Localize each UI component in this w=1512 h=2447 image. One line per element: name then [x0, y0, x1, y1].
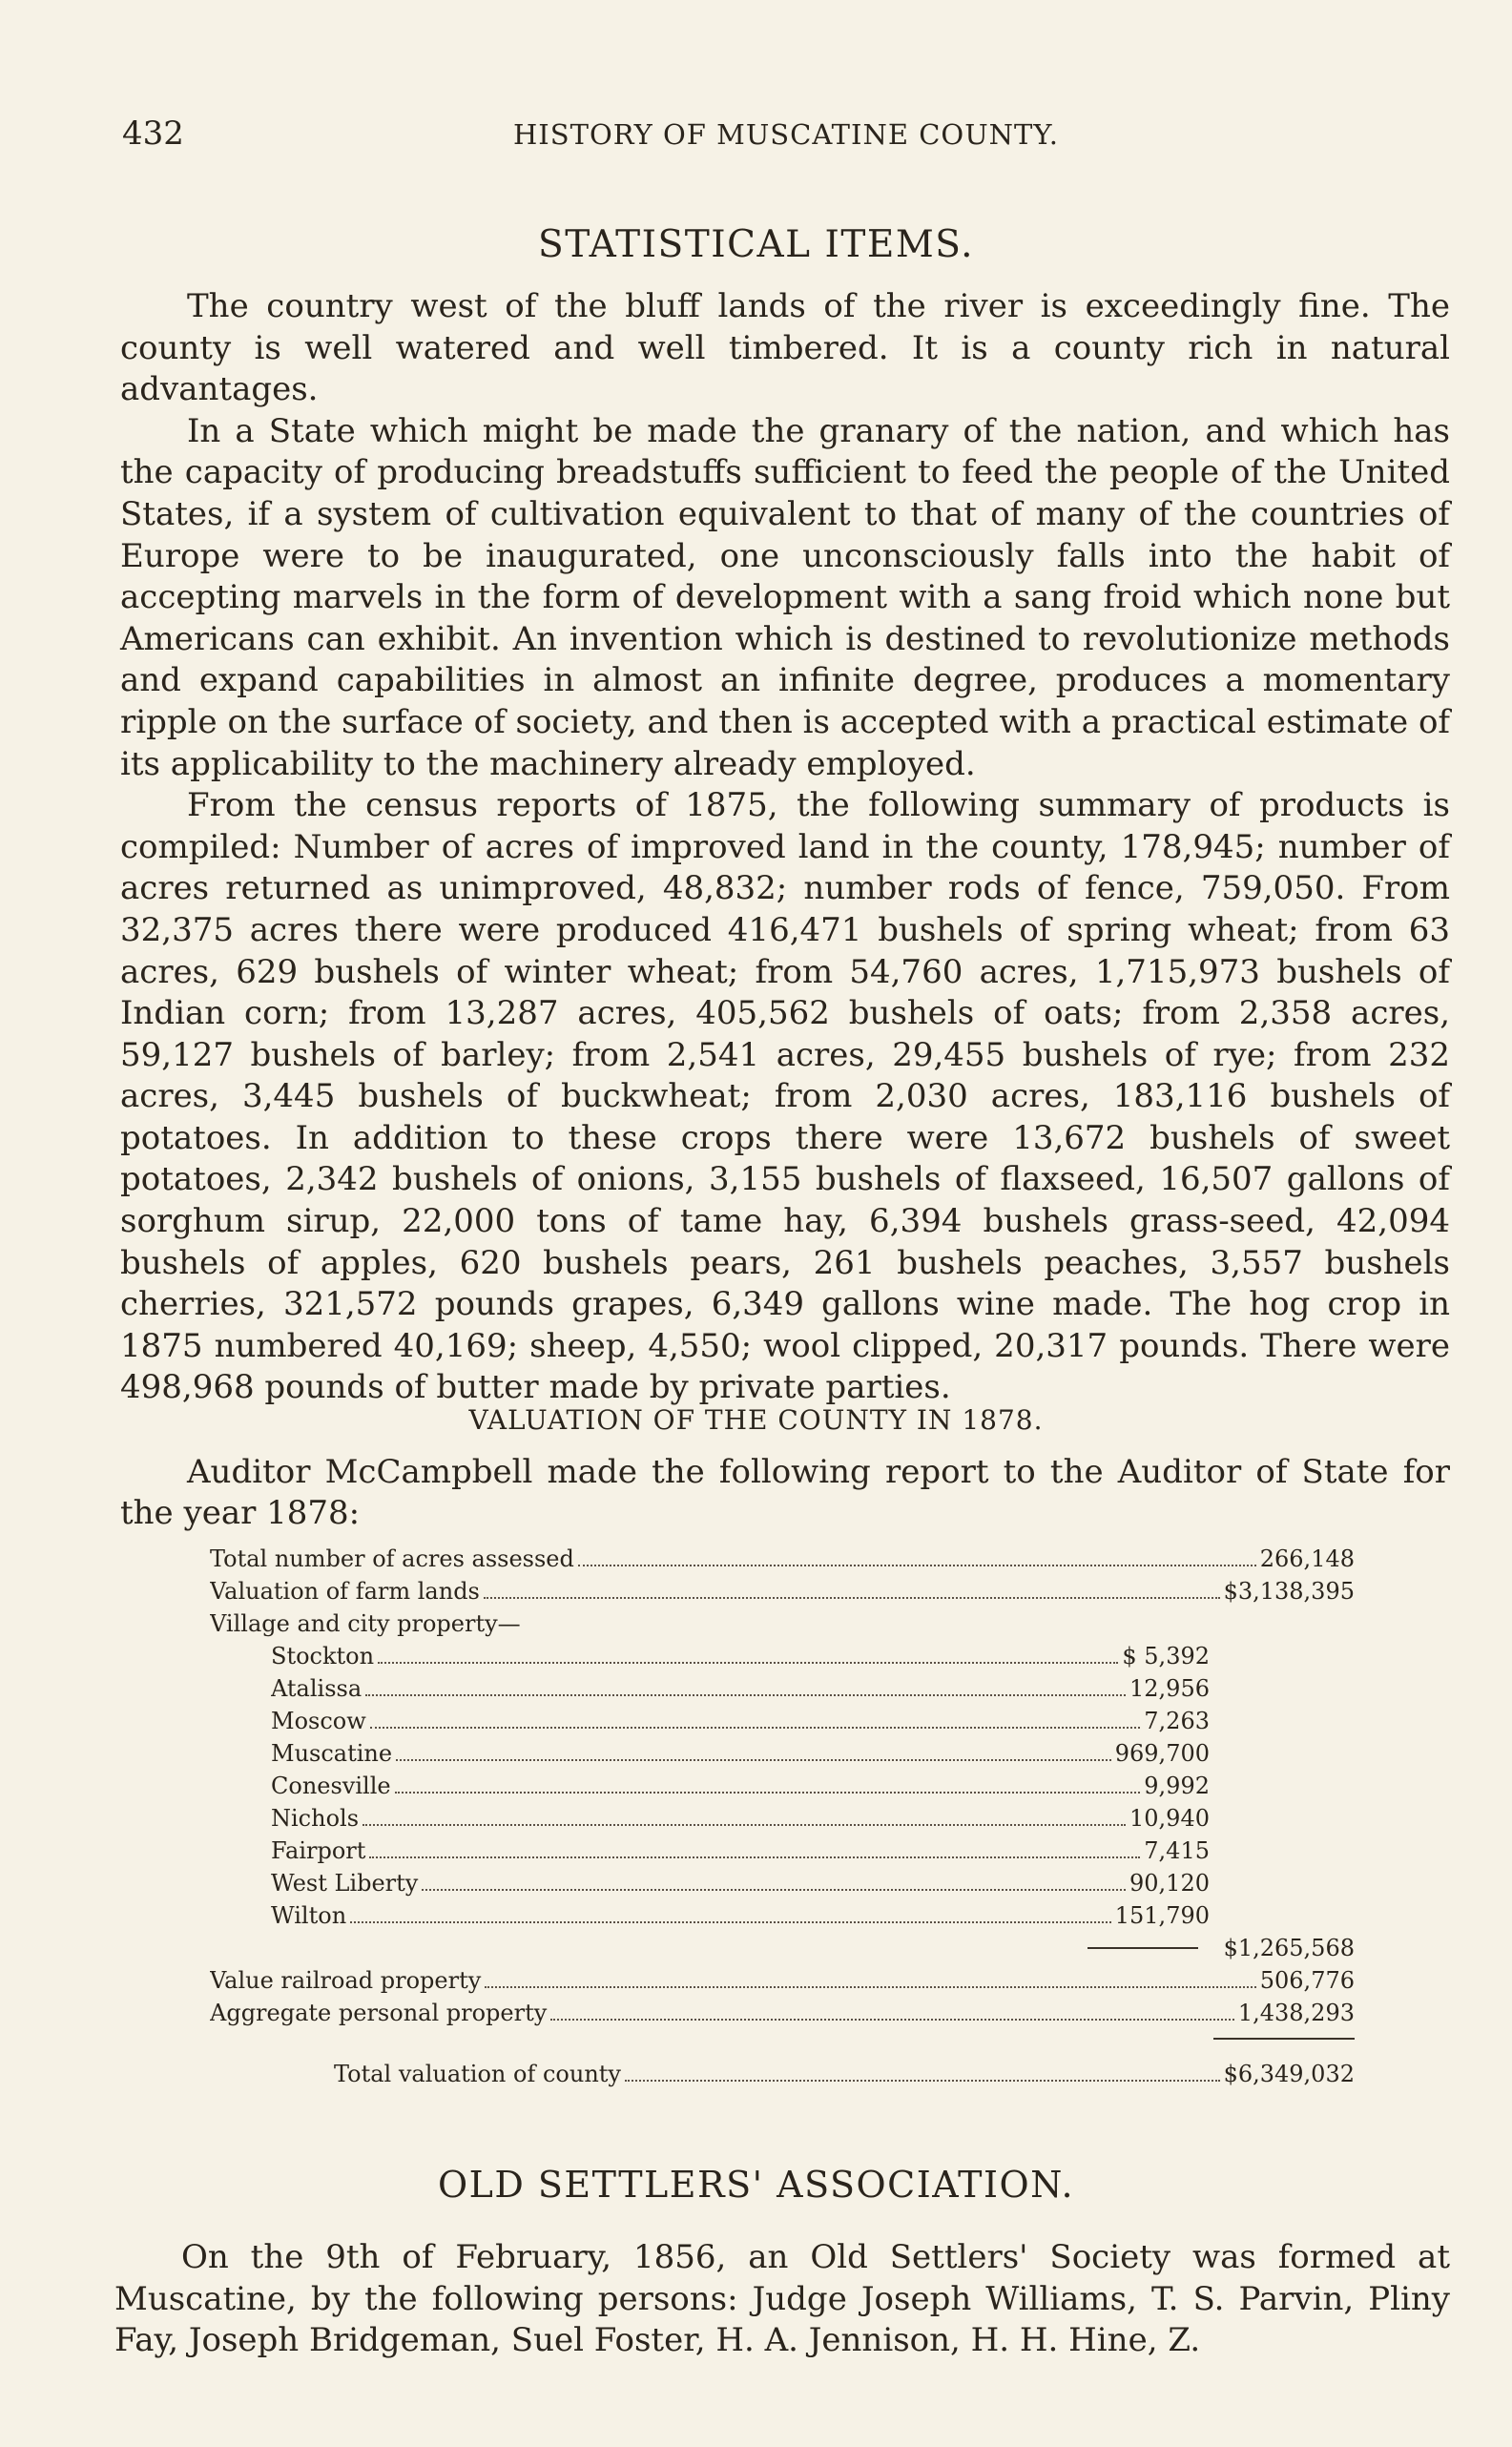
leader-dots	[370, 1710, 1141, 1729]
town-value: 9,992	[1144, 1773, 1210, 1799]
table-row	[210, 1578, 1355, 1605]
row-value: 506,776	[1259, 1967, 1355, 1994]
row-label: Aggregate personal property	[210, 2000, 548, 2026]
table-row	[271, 1837, 1210, 1864]
row-label: Total number of acres assessed	[210, 1545, 574, 1572]
town-value: 12,956	[1129, 1675, 1210, 1702]
table-row	[334, 2061, 1355, 2087]
town-name: Fairport	[271, 1837, 366, 1864]
town-name: Conesville	[271, 1773, 391, 1799]
grand-total: $6,349,032	[1223, 2061, 1355, 2087]
leader-dots	[378, 1645, 1118, 1664]
leader-dots	[625, 2063, 1220, 2082]
leader-dots	[485, 1969, 1255, 1988]
row-value: 266,148	[1259, 1545, 1355, 1572]
row-label: Village and city property—	[210, 1610, 521, 1637]
statistical-body	[120, 286, 1450, 1409]
town-name: Nichols	[271, 1805, 360, 1832]
total-rule	[1213, 2038, 1355, 2040]
leader-dots	[578, 1547, 1256, 1566]
table-row	[271, 1708, 1210, 1734]
leader-dots	[550, 2001, 1234, 2021]
row-value: $3,138,395	[1223, 1578, 1355, 1605]
paragraph: In a State which might be made the granary of the nation, and which has the capacity of producing breadstuffs sufficient to feed the people of the United States, if a system of cultivation equivalent to that of many of the countries of Europe were to be inaugurated, one unconsciously falls into the habit of accepting marvels in the form of development with a sang froid which none but Americans can exhibit. An invention which is destined to revolutionize methods and expand capabilities in almost an infinite degree, produces a momentary ripple on the surface of society, and then is accepted with a practical estimate of its applicability to the machinery already employed.	[120, 411, 1450, 783]
section-title-valuation: VALUATION OF THE COUNTY IN 1878.	[468, 1404, 1044, 1436]
section-title-statistical: STATISTICAL ITEMS.	[537, 223, 975, 266]
section-title-old-settlers: OLD SETTLERS' ASSOCIATION.	[437, 2164, 1075, 2206]
table-row	[271, 1870, 1210, 1897]
town-value: 90,120	[1129, 1870, 1210, 1897]
town-name: Atalissa	[271, 1675, 362, 1702]
table-row	[210, 1967, 1355, 1994]
town-value: 969,700	[1114, 1740, 1210, 1767]
town-name: West Liberty	[271, 1870, 419, 1897]
town-name: Moscow	[271, 1708, 366, 1734]
town-name: Wilton	[271, 1902, 347, 1929]
row-label: Value railroad property	[210, 1967, 482, 1994]
table-row	[210, 2000, 1355, 2026]
leader-dots	[396, 1742, 1111, 1761]
town-name: Muscatine	[271, 1740, 393, 1767]
running-head: HISTORY OF MUSCATINE COUNTY.	[512, 118, 1059, 151]
town-value: 10,940	[1129, 1805, 1210, 1832]
leader-dots	[422, 1872, 1126, 1891]
table-row	[210, 1545, 1355, 1572]
old-settlers-body	[114, 2237, 1450, 2362]
town-value: 7,263	[1144, 1708, 1210, 1734]
table-row	[271, 1740, 1210, 1767]
paragraph: On the 9th of February, 1856, an Old Settlers' Society was formed at Muscatine, by the following persons: Judge Joseph Williams, T. S. Parvin, Pliny Fay, Joseph Bridgeman, Suel Foster, H. A. Jennison, H. H. Hine, Z.	[114, 2238, 1450, 2360]
town-value: 7,415	[1144, 1837, 1210, 1864]
village-subtotal: $1,265,568	[1223, 1935, 1355, 1961]
table-row	[271, 1805, 1210, 1832]
page-number: 432	[122, 114, 184, 153]
town-value: 151,790	[1114, 1902, 1210, 1929]
paragraph: The country west of the bluff lands of the river is exceedingly fine. The county is well watered and well timbered. It is a county rich in natural advantages.	[120, 287, 1450, 409]
row-label: Total valuation of county	[334, 2061, 621, 2087]
table-row	[271, 1902, 1210, 1929]
row-value: 1,438,293	[1237, 2000, 1355, 2026]
table-row	[271, 1643, 1210, 1669]
page-header	[122, 114, 1450, 156]
table-row	[271, 1675, 1210, 1702]
paragraph: Auditor McCampbell made the following report to the Auditor of State for the year 1878:	[120, 1453, 1450, 1532]
leader-dots	[350, 1904, 1111, 1923]
leader-dots	[369, 1839, 1140, 1858]
town-name: Stockton	[271, 1643, 375, 1669]
row-label: Valuation of farm lands	[210, 1578, 480, 1605]
town-value: $ 5,392	[1122, 1643, 1210, 1669]
table-row	[210, 1935, 1355, 1961]
valuation-intro	[120, 1452, 1450, 1534]
leader-dots	[395, 1774, 1141, 1794]
table-row	[210, 1610, 878, 1637]
leader-dots	[365, 1677, 1126, 1696]
paragraph: From the census reports of 1875, the following summary of products is compiled: Number of acres of improved land in the county, 178,945; number of acres returned as unimproved, 48,832; number rods of fence, 759,050. From 32,375 acres there were produced 416,471 bushels of spring wheat; from 63 acres, 629 bushels of winter wheat; from 54,760 acres, 1,715,973 bushels of Indian corn; from 13,287 acres, 405,562 bushels of oats; from 2,358 acres, 59,127 bushels of barley; from 2,541 acres, 29,455 bushels of rye; from 232 acres, 3,445 bushels of buckwheat; from 2,030 acres, 183,116 bushels of potatoes. In addition to these crops there were 13,672 bushels of sweet potatoes, 2,342 bushels of onions, 3,155 bushels of flaxseed, 16,507 gallons of sorghum sirup, 22,000 tons of tame hay, 6,394 bushels grass-seed, 42,094 bushels of apples, 620 bushels pears, 261 bushels peaches, 3,557 bushels cherries, 321,572 pounds grapes, 6,349 gallons wine made. The hog crop in 1875 numbered 40,169; sheep, 4,550; wool clipped, 20,317 pounds. There were 498,968 pounds of butter made by private parties.	[120, 786, 1450, 1407]
table-row	[271, 1773, 1210, 1799]
leader-dots	[362, 1807, 1126, 1826]
leader-dots	[484, 1580, 1220, 1599]
